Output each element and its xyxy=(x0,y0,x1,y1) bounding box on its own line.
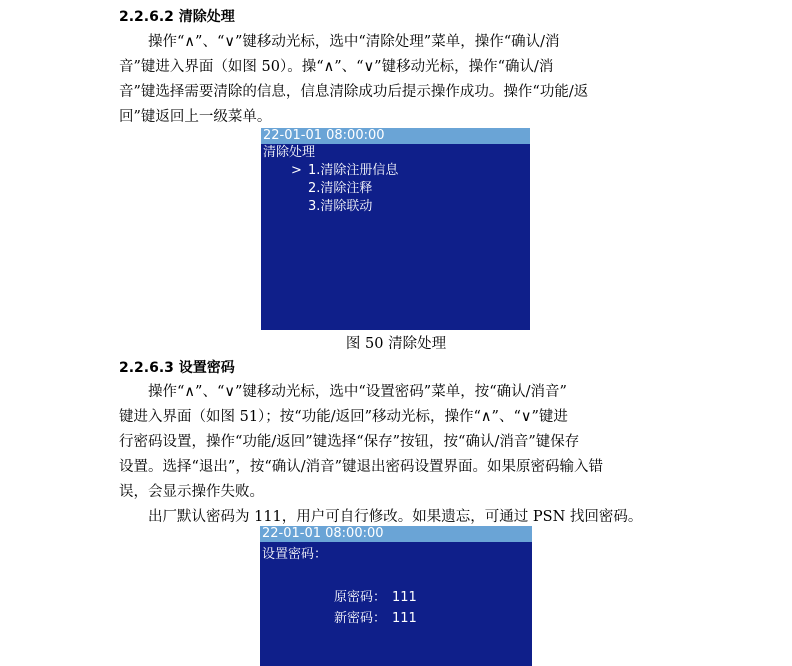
old-password-value: 111 xyxy=(392,590,417,605)
menu-item-clear-registration: 1.清除注册信息 xyxy=(308,163,399,178)
screen-timestamp-bar: 22-01-01 08:00:00 xyxy=(260,526,532,542)
paragraph-line: 行密码设置，操作“功能/返回”键选择“保存”按钮，按“确认/消音”键保存 xyxy=(119,434,580,450)
paragraph-line: 键进入界面（如图 51）；按“功能/返回”移动光标，操作“∧”、“∨”键进 xyxy=(119,409,568,425)
old-password-label: 原密码： xyxy=(334,590,387,605)
section-heading-password: 2.2.6.3 设置密码 xyxy=(119,360,235,376)
paragraph-line: 操作“∧”、“∨”键移动光标，选中“清除处理”菜单，操作“确认/消 xyxy=(148,34,560,50)
paragraph-line: 音”键进入界面（如图 50）。操“∧”、“∨”键移动光标，操作“确认/消 xyxy=(119,59,554,75)
screen-title: 设置密码： xyxy=(262,547,328,562)
section-paragraph-password xyxy=(119,380,679,530)
figure-caption: 图 50 清除处理 xyxy=(345,336,447,352)
menu-item-clear-annotation: 2.清除注释 xyxy=(308,181,373,196)
screen-timestamp-bar: 22-01-01 08:00:00 xyxy=(261,128,530,144)
screen-title: 清除处理 xyxy=(263,145,316,160)
menu-cursor-icon: > xyxy=(291,163,302,178)
clear-screen-figure xyxy=(261,128,530,330)
section-heading-clear: 2.2.6.2 清除处理 xyxy=(119,9,235,25)
menu-item-clear-linkage: 3.清除联动 xyxy=(308,199,373,214)
paragraph-line: 操作“∧”、“∨”键移动光标，选中“设置密码”菜单，按“确认/消音” xyxy=(148,384,567,400)
new-password-label: 新密码： xyxy=(334,611,387,626)
section-paragraph-clear xyxy=(119,30,679,130)
password-screen-figure xyxy=(260,526,532,666)
paragraph-line: 设置。选择“退出”，按“确认/消音”键退出密码设置界面。如果原密码输入错 xyxy=(119,459,604,475)
paragraph-line: 误，会显示操作失败。 xyxy=(119,484,264,500)
paragraph-line: 出厂默认密码为 111，用户可自行修改。如果遗忘，可通过 PSN 找回密码。 xyxy=(148,509,643,525)
paragraph-line: 回”键返回上一级菜单。 xyxy=(119,109,272,125)
paragraph-line: 音”键选择需要清除的信息，信息清除成功后提示操作成功。操作“功能/返 xyxy=(119,84,589,100)
new-password-value: 111 xyxy=(392,611,417,626)
